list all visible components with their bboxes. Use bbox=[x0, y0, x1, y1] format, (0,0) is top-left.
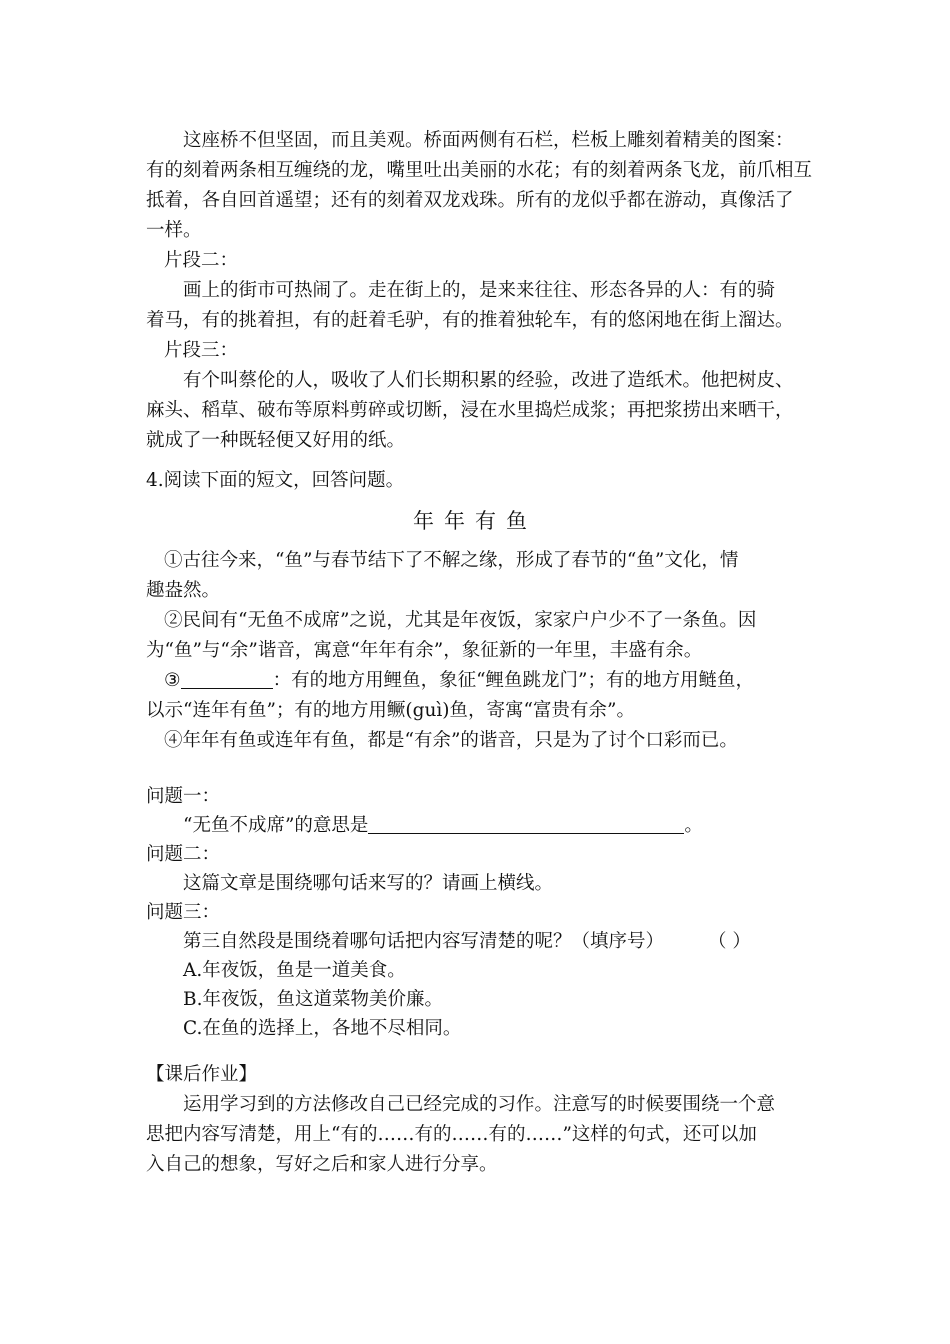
article-para: 为“鱼”与“余”谐音，寓意“年年有余”，象征新的一年里，丰盛有余。 bbox=[146, 640, 703, 661]
passage1-line: 一样。 bbox=[146, 220, 202, 241]
para3-text: ：有的地方用鲤鱼，象征“鲤鱼跳龙门”；有的地方用鲢鱼， bbox=[272, 670, 755, 691]
q3-option-a: A.年夜饭，鱼是一道美食。 bbox=[183, 960, 406, 981]
fragment2-line: 着马，有的挑着担，有的赶着毛驴，有的推着独轮车，有的悠闲地在街上溜达。 bbox=[146, 310, 794, 331]
article-para: ④年年有鱼或连年有鱼，都是“有余”的谐音，只是为了讨个口彩而已。 bbox=[164, 730, 738, 751]
q3-label: 问题三： bbox=[146, 902, 221, 923]
question4-heading: 4.阅读下面的短文，回答问题。 bbox=[146, 470, 405, 491]
q2-text: 这篇文章是围绕哪句话来写的？请画上横线。 bbox=[183, 873, 554, 894]
q1-answer-blank[interactable] bbox=[368, 813, 684, 834]
passage1-line: 有的刻着两条相互缠绕的龙，嘴里吐出美丽的水花；有的刻着两条飞龙，前爪相互 bbox=[146, 160, 813, 181]
article-para bbox=[164, 666, 824, 696]
para3-number: ③ bbox=[164, 670, 181, 691]
passage1-line: 这座桥不但坚固，而且美观。桥面两侧有石栏，栏板上雕刻着精美的图案： bbox=[183, 130, 794, 151]
q1-end: 。 bbox=[684, 815, 703, 836]
article-para: ①古往今来，“鱼”与春节结下了不解之缘，形成了春节的“鱼”文化，情 bbox=[164, 550, 739, 571]
fragment2-label: 片段二： bbox=[164, 250, 239, 271]
homework-line: 运用学习到的方法修改自己已经完成的习作。注意写的时候要围绕一个意 bbox=[183, 1094, 776, 1115]
fragment3-line: 就成了一种既轻便又好用的纸。 bbox=[146, 430, 406, 451]
q3-option-b: B.年夜饭，鱼这道菜物美价廉。 bbox=[183, 989, 443, 1010]
homework-line: 思把内容写清楚，用上“有的……有的……有的……”这样的句式，还可以加 bbox=[146, 1124, 757, 1145]
q1-text: “无鱼不成席”的意思是 bbox=[183, 815, 369, 836]
q2-label: 问题二： bbox=[146, 844, 221, 865]
q3-text: 第三自然段是围绕着哪句话把内容写清楚的呢？（填序号） bbox=[183, 931, 665, 952]
article-para: 趣盎然。 bbox=[146, 580, 221, 601]
q1-line bbox=[183, 811, 843, 841]
homework-line: 入自己的想象，写好之后和家人进行分享。 bbox=[146, 1154, 498, 1175]
homework-heading: 【课后作业】 bbox=[146, 1064, 258, 1085]
passage1-line: 抵着，各自回首遥望；还有的刻着双龙戏珠。所有的龙似乎都在游动，真像活了 bbox=[146, 190, 794, 211]
q3-option-c: C.在鱼的选择上，各地不尽相同。 bbox=[183, 1018, 462, 1039]
q3-answer-paren[interactable]: （ ） bbox=[708, 931, 751, 952]
article-para: ②民间有“无鱼不成席”之说，尤其是年夜饭，家家户户少不了一条鱼。因 bbox=[164, 610, 757, 631]
q1-label: 问题一： bbox=[146, 786, 221, 807]
para3-blank[interactable] bbox=[181, 668, 273, 689]
article-para: 以示“连年有鱼”；有的地方用鳜(guì)鱼，寄寓“富贵有余”。 bbox=[146, 700, 635, 721]
article-title: 年年有鱼 bbox=[413, 509, 537, 533]
fragment3-label: 片段三： bbox=[164, 340, 239, 361]
fragment2-line: 画上的街市可热闹了。走在街上的，是来来往往、形态各异的人：有的骑 bbox=[183, 280, 776, 301]
fragment3-line: 麻头、稻草、破布等原料剪碎或切断，浸在水里捣烂成浆；再把浆捞出来晒干， bbox=[146, 400, 794, 421]
fragment3-line: 有个叫蔡伦的人，吸收了人们长期积累的经验，改进了造纸术。他把树皮、 bbox=[183, 370, 794, 391]
